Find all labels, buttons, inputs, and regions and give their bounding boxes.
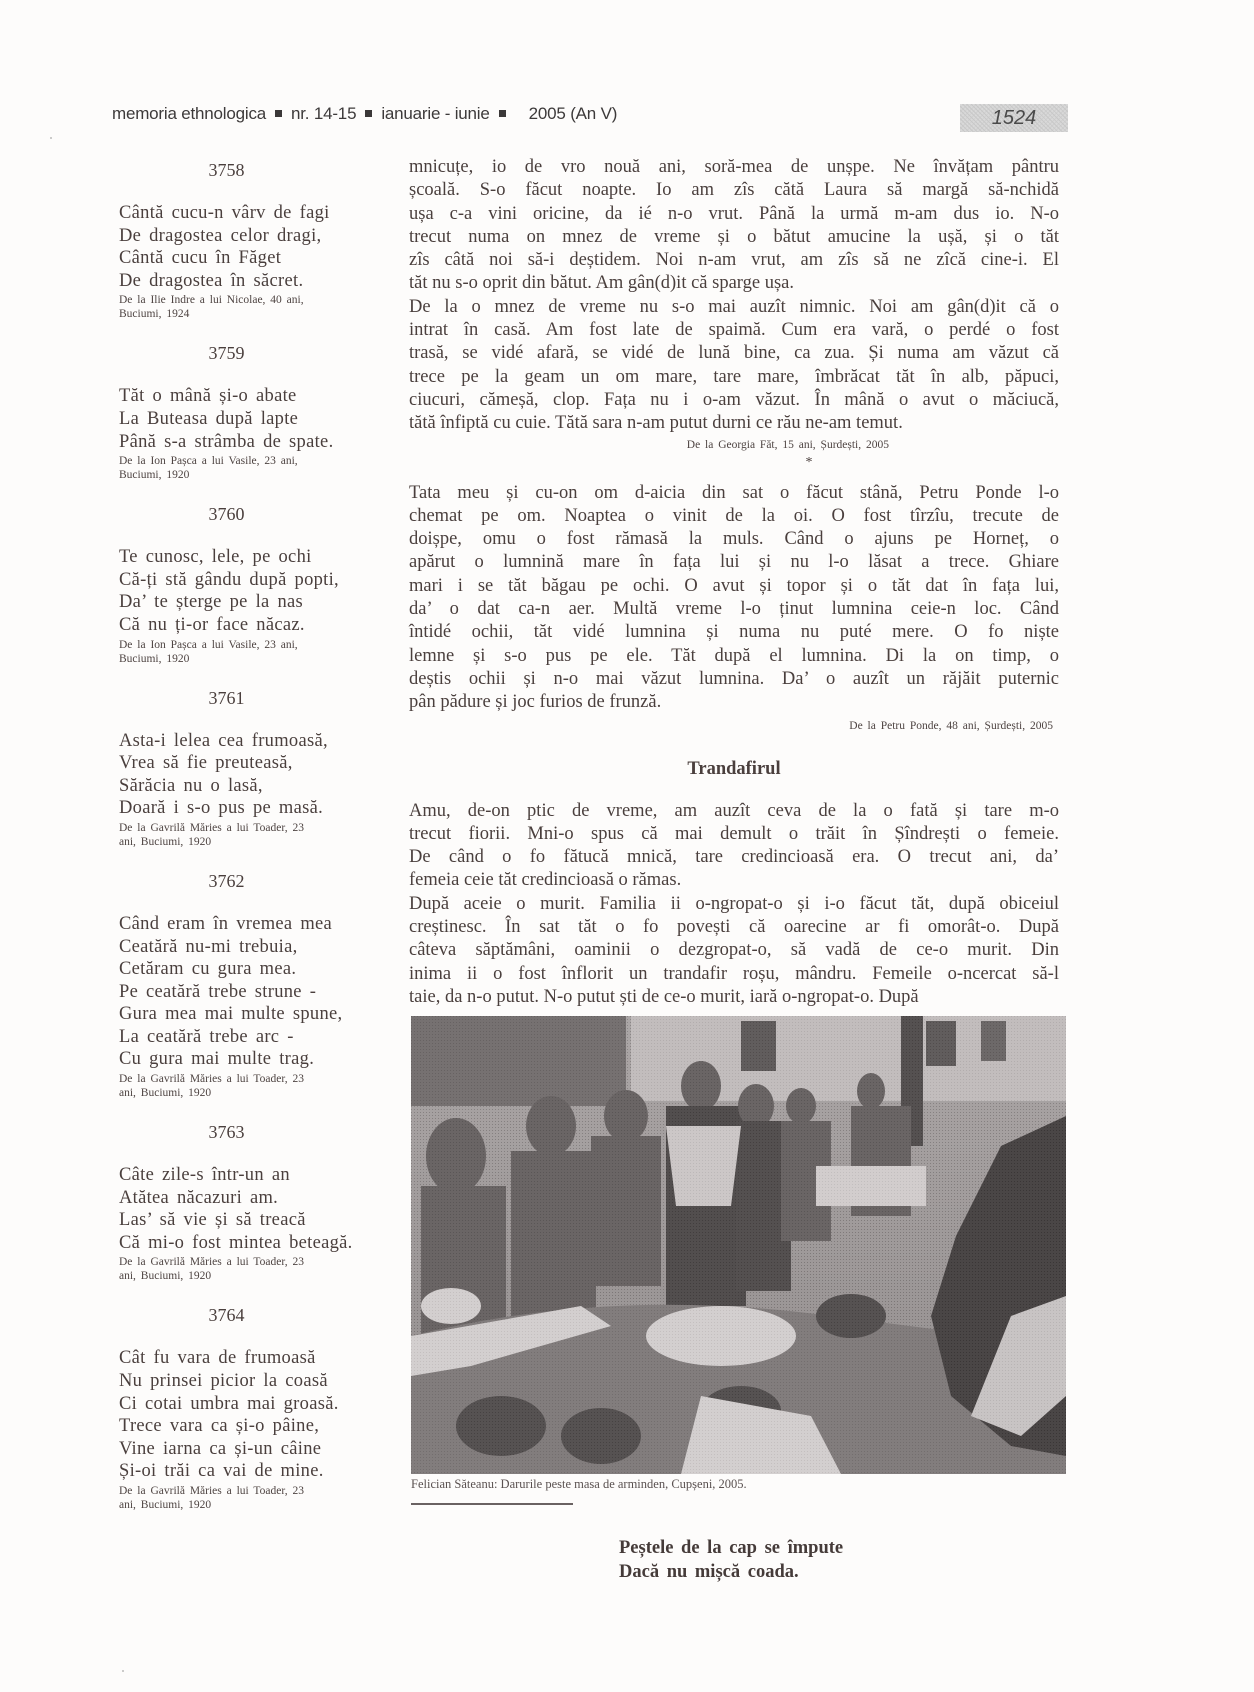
paragraph [409,893,1059,1009]
paragraph [409,482,1059,715]
verse-source-line: ani, Buciumi, 1920 [119,1087,212,1100]
text-line: După aceie o murit. Familia ii o-ngropat-o și i-o făcut tăt, după obiceiul [409,893,1059,914]
text-line: da’ o dat ca-n aer. Multă vreme l-o ținut lumnina ceie-n loc. Când [409,599,1059,620]
verse-number: 3760 [208,504,245,525]
verse-lines [119,730,394,820]
verse-lines [119,913,394,1071]
text-line: mnicuțe, io de vro nouă ani, soră-mea de unșpe. Ne învățam pântru [409,157,1059,177]
page-number: 1524 [960,104,1068,132]
verse-line: Că mi-o fost mintea beteagă. [119,1232,353,1253]
verse-line: La Buteasa după lapte [119,408,299,429]
verse [119,686,394,849]
verse-source-line: De la Gavrilă Măries a lui Toader, 23 [119,1485,304,1497]
verse-line: Când eram în vremea mea [119,913,333,934]
verse-line: Atătea năcazuri am. [119,1187,279,1208]
verse-line: Cât fu vara de frumoasă [119,1348,316,1369]
verse-source [119,1484,394,1512]
verse-line: Nu prinsei picior la coasă [119,1371,328,1392]
verse-line: Că-ți stă gându după popti, [119,569,339,590]
verse-source [119,293,394,321]
verse-line: Trece vara ca și-o pâine, [119,1416,320,1437]
verse-line: Vine iarna ca și-un câine [119,1438,322,1459]
verse-line: Sărăcia nu o lasă, [119,775,263,796]
verse-number: 3764 [208,1305,245,1326]
verse-source-line: De la Ion Pașca a lui Vasile, 23 ani, [119,638,298,651]
stories-column [409,156,1059,1009]
verse-line: Te cunosc, lele, pe ochi [119,547,312,568]
verse-line: Și-oi trăi ca vai de mine. [119,1461,324,1482]
text-line: deștis ochii și n-o mai văzut lumnina. Da’ o auzît un răjăit puternic [409,668,1059,689]
verse-lines [119,202,394,292]
text-line: De când o fo fătucă mnică, tare credincioasă era. O trecut ani, da’ [409,847,1059,868]
verse-source [119,1255,394,1283]
paragraph [409,156,1059,296]
text-line: chemat pe om. Noaptea o vinit de la oi. O fost tîrzîu, trecute de [409,505,1059,526]
verse-source-line: ani, Buciumi, 1920 [119,1270,212,1283]
text-line: taie, da n-o putut. N-o putut ști de ce-o murit, iară o-ngropat-o. După [409,986,919,1007]
verse [119,869,394,1100]
verse-number: 3762 [208,870,245,891]
verse-source [119,821,394,849]
scan-speck [50,137,52,139]
verse [119,1303,394,1512]
verse [119,1120,394,1283]
paragraph [409,800,1059,893]
text-line: intrat în casă. Am fost late de spaimă. Cum era vară, o perdé o fost [409,320,1059,341]
verse-line: Că nu ți-or face năcaz. [119,614,305,635]
proverb-line: Peștele de la cap se împute [619,1538,844,1558]
verse-source [119,638,394,666]
text-line: tăt nu s-o oprit din bătut. Am gân(d)it că sparge ușa. [409,273,794,294]
text-line: trecut fiorii. Mni-o spus că mai demult o trăit în Șîndrești o femeie. [409,823,1059,844]
text-line: școală. S-o făcut noapte. Io am zîs cătă Laura să margă să-nchidă [409,180,1059,201]
verse-lines [119,1347,394,1483]
text-line: trece pe la geam un om mare, tare mare, îmbrăcat tăt în alb, păpuci, [409,366,1059,387]
verse-source-line: De la Ilie Indre a lui Nicolae, 40 ani, [119,294,304,307]
text-line: doișpe, omu o fost rămasă la muls. Când o ajuns pe Horneț, o [409,529,1059,550]
text-line: ușa c-a vini oricine, da ié n-o vrut. Până la urmă m-am dus io. N-o [409,203,1059,224]
photo-image [411,1016,1066,1474]
text-line: Amu, de-on ptic de vreme, am auzît ceva de la o fată și tare m-o [409,800,1059,821]
proverb [619,1536,843,1584]
verse-line: Las’ să vie și să treacă [119,1210,306,1231]
verse-source-line: Buciumi, 1920 [119,652,190,665]
text-line: apărut o lumnină mare în fața lui și nu l-o lăsat a trece. Ghiare [409,552,1059,573]
verse-line: Ci cotai umbra mai groasă. [119,1393,339,1414]
verse-line: Ceatără nu-mi trebuia, [119,936,298,957]
verse-line: De dragostea celor dragi, [119,225,322,246]
paragraph [409,296,1059,436]
verse-source-line: De la Ion Pașca a lui Vasile, 23 ani, [119,455,298,468]
verse-line: Asta-i lelea cea frumoasă, [119,730,328,751]
scan-speck [122,1670,124,1672]
text-line: lemne și s-o pus pe ele. Tăt după el lumnina. Di la on timp, o [409,645,1059,666]
verse-line: Da’ te șterge pe la nas [119,592,304,613]
verse-line: Câte zile-s într-un an [119,1165,290,1186]
verse [119,158,394,321]
verse-number: 3761 [208,687,245,708]
caption-rule [411,1503,573,1505]
verse-line: Vrea să fie preuteasă, [119,753,293,774]
verse-line: Până s-a strâmba de spate. [119,431,334,452]
section-separator: * [805,454,813,470]
square-bullet-icon [275,110,282,117]
photo-caption: Felician Săteanu: Darurile peste masa de arminden, Cupșeni, 2005. [411,1477,747,1491]
text-line: pân pădure și joc furios de frunză. [409,692,662,713]
verse-lines [119,385,394,453]
verse-line: La ceatără trebe arc - [119,1026,294,1047]
verse-source-line: De la Gavrilă Măries a lui Toader, 23 [119,1256,304,1269]
text-line: mari i se tăt băgau pe ochi. O avut și topor și o tăt dat în fața lui, [409,575,1059,596]
verse-source [119,454,394,482]
verse-source [119,1072,394,1100]
text-line: zîs câtă noi să-i deștidem. Noi n-am vrut, am zîs să ne zîcă cine-i. El [409,250,1059,271]
story-1 [409,156,1059,436]
square-bullet-icon [499,110,506,117]
text-line: femeia ceie tăt credincioasă o rămas. [409,870,682,891]
running-header [112,104,1012,128]
photo [411,1016,1066,1474]
story-2-source: De la Petru Ponde, 48 ani, Șurdești, 2005 [849,719,1053,732]
verse-line: Tăt o mână și-o abate [119,386,297,407]
verse [119,341,394,482]
verse-line: Cu gura mai multe trag. [119,1049,315,1070]
story-3-title: Trandafirul [687,758,781,779]
story-3 [409,800,1059,1010]
verse-lines [119,1164,394,1254]
journal-name: memoria ethnologica [112,104,267,123]
text-line: întidé ochii, tăt vidé lumnina și numa nu puté mere. O fo niște [409,622,1059,643]
verse-line: Doară i s-o pus pe masă. [119,798,324,819]
verse-line: Cântă cucu-n vârv de fagi [119,203,330,223]
verse-source-line: Buciumi, 1924 [119,308,190,321]
verse-number: 3758 [208,160,245,180]
verse-line: Gura mea mai multe spune, [119,1004,343,1025]
proverb-line: Dacă nu mișcă coada. [619,1562,799,1582]
verse-number: 3763 [208,1122,245,1143]
verse-source-line: De la Gavrilă Măries a lui Toader, 23 [119,821,304,834]
text-line: inima ii o fost înflorit un trandafir roșu, mândru. Femeile o-ncercat să-l [409,963,1059,984]
verse-line: Cântă cucu în Făget [119,248,282,269]
square-bullet-icon [365,110,372,117]
text-line: Tata meu și cu-on om d-aicia din sat o făcut stână, Petru Ponde l-o [409,482,1059,503]
text-line: câteva săptămâni, oaminii o dezgropat-o, să vadă de ce-o murit. Din [409,940,1059,961]
issue-number: nr. 14-15 [291,104,357,123]
verse-source-line: Buciumi, 1920 [119,469,190,482]
text-line: tătă înfiptă cu cuie. Tătă sara n-am putut durni ce rău ne-am temut. [409,413,903,434]
text-line: trasă, se vidé afară, se vidé de lună bine, ca zua. Și numa am văzut că [409,343,1059,364]
verses-column [119,158,394,1512]
issue-year: 2005 (An V) [528,104,618,123]
text-line: De la o mnez de vreme nu s-o mai auzît nimnic. Noi am gân(d)it că o [409,296,1059,317]
text-line: trecut numa on mnez de vreme și o bătut amucine la ușă, și o tăt [409,226,1059,247]
text-line: ciucuri, cămeșă, clop. Fața nu i o-am văzut. În mână o avut o măciucă, [409,389,1059,410]
verse-source-line: De la Gavrilă Măries a lui Toader, 23 [119,1073,304,1086]
story-2 [409,482,1059,715]
verse-line: Pe ceatără trebe strune - [119,981,317,1002]
verse-line: De dragostea în săcret. [119,270,304,291]
verse-number: 3759 [208,343,245,364]
verse-source-line: ani, Buciumi, 1920 [119,835,212,848]
text-line: creștinesc. În sat tăt o fo povești că oarecine ar fi omorât-o. După [409,917,1059,938]
issue-period: ianuarie - iunie [381,104,490,123]
verse-source-line: ani, Buciumi, 1920 [119,1499,212,1511]
verse [119,502,394,665]
verse-lines [119,546,394,636]
story-1-source: De la Georgia Făt, 15 ani, Șurdești, 2005 [686,438,889,451]
verse-line: Cetăram cu gura mea. [119,959,297,980]
